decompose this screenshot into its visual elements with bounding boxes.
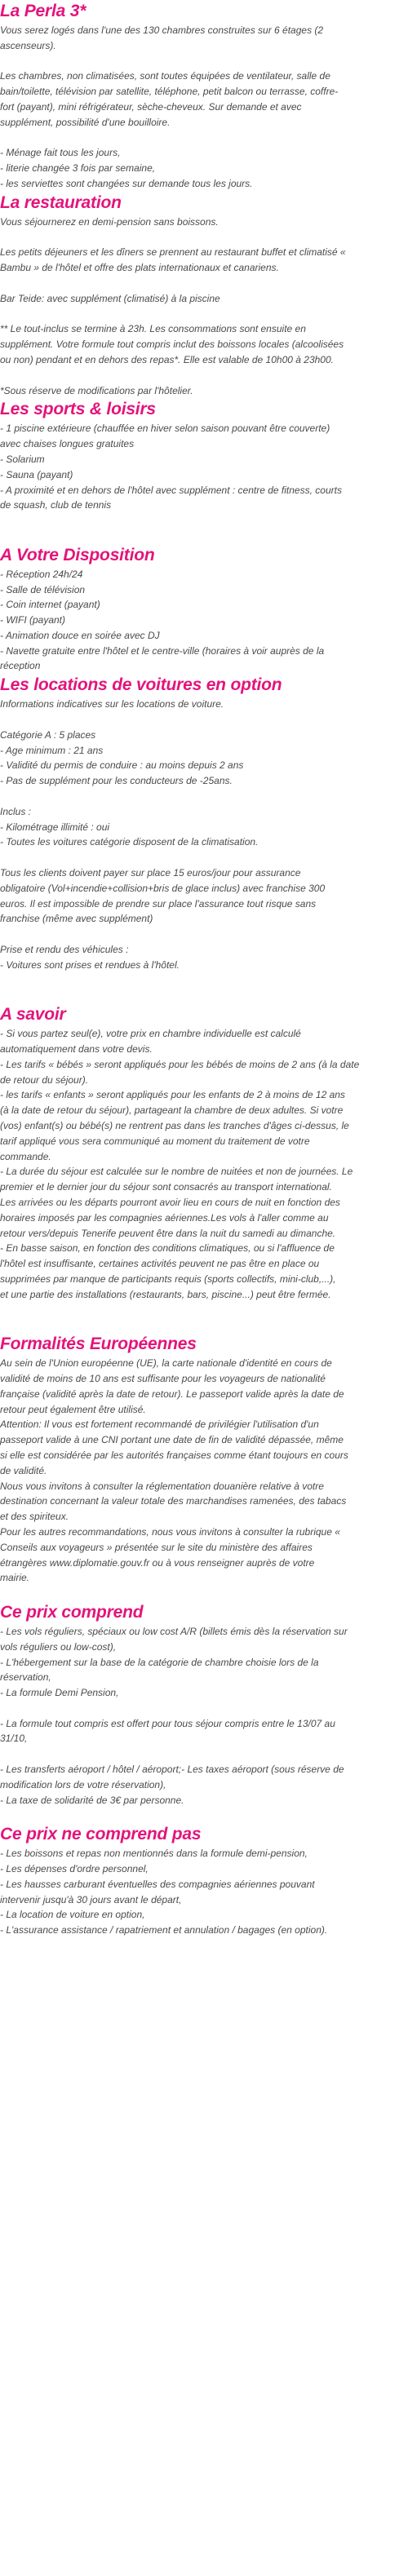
blank-line [0,850,384,865]
text-line: ou non) pendant et en dehors des repas*. Elle est valable de 10h00 à 23h00. [0,353,334,365]
text-line: 31/10, [0,1733,28,1745]
section-body-prix-ne-comprend-pas [0,1846,384,1938]
text-line: - En basse saison, en fonction des conditions climatiques, ou si l'affluence de [0,1242,335,1255]
blank-line [0,988,384,1003]
text-line: Pour les autres recommandations, nous vous invitons à consulter la rubrique « [0,1525,340,1538]
text-line: horaires imposés par les compagnies aériennes.Les vols à l'aller comme au [0,1211,329,1224]
section-body-restauration [0,215,384,399]
text-line: - Age minimum : 21 ans [0,744,104,756]
section-la-perla [0,0,384,192]
blank-line [0,1808,384,1823]
text-line: Attention: Il vous est fortement recommandé de privilégier l'utilisation d'un [0,1419,319,1431]
text-line: obligatoire (Vol+incendie+collision+bris de glace inclus) avec franchise 300 [0,882,326,894]
blank-line [0,1303,384,1318]
section-sports-loisirs [0,398,384,543]
text-line: Tous les clients doivent payer sur place 15 euros/jour pour assurance [0,867,301,879]
text-line: - Les boissons et repas non mentionnés dans la formule demi-pension, [0,1848,308,1860]
text-line: - L'assurance assistance / rapatriement et annulation / bagages (en option). [0,1924,328,1936]
blank-line [0,1317,384,1333]
text-line: supprimées par manque de participants requis (sports collectifs, mini-club,...), [0,1273,336,1285]
blank-line [0,1586,384,1601]
text-line: de retour du séjour). [0,1073,89,1086]
blank-line [0,1746,384,1762]
text-line: premier et le dernier jour du séjour sont consacrés au transport international. [0,1181,332,1193]
text-line: - Les transferts aéroport / hôtel / aéroport;- Les taxes aéroport (sous réserve de [0,1764,344,1776]
text-line: mairie. [0,1572,30,1584]
section-title-sports-loisirs: Les sports & loisirs [0,400,156,419]
blank-line [0,712,384,728]
text-line: - Voitures sont prises et rendues à l'hôtel. [0,958,180,971]
text-line: ** Le tout-inclus se termine à 23h. Les consommations sont ensuite en [0,323,306,335]
section-title-prix-comprend: Ce prix comprend [0,1602,144,1622]
text-line: - Les tarifs « bébés » seront appliqués pour les bébés de moins de 2 ans (à la date [0,1058,360,1070]
text-line: retour vers/depuis Tenerife peuvent être dans la nuit du samedi au dimanche. [0,1227,336,1239]
section-title-la-perla: La Perla 3* [0,2,86,20]
text-line: française (validité après la date de retour). Le passeport valide après la date de [0,1388,344,1400]
text-line: Vous séjournerez en demi-pension sans boissons. [0,215,219,228]
section-body-a-savoir [0,1026,384,1333]
text-line: de squash, club de tennis [0,499,112,511]
text-line: Conseils aux voyageurs » présentée sur le site du ministère des affaires [0,1541,313,1553]
blank-line [0,276,384,291]
text-line: Bambu » de l'hôtel et offre des plats internationaux et canariens. [0,262,279,274]
text-line: supplément. Votre formule tout compris inclut des boissons locales (alcoolisées [0,339,344,351]
text-line: Au sein de l'Union européenne (UE), la carte nationale d'identité en cours de [0,1357,332,1370]
text-line: Inclus : [0,805,32,817]
text-line: Les petits déjeuners et les dîners se prennent au restaurant buffet et climatisé « [0,246,346,259]
blank-line [0,789,384,804]
text-line: supplément, possibilité d'une bouilloire. [0,116,171,128]
text-line: - Navette gratuite entre l'hôtel et le centre-ville (horaires à voir auprès de la [0,644,325,657]
text-line: Informations indicatives sur les locations de voiture. [0,698,224,710]
text-line: - Salle de télévision [0,583,86,595]
text-line: - La location de voiture en option, [0,1909,145,1921]
blank-line [0,973,384,989]
text-line: bain/toilette, télévision par satellite, téléphone, petit balcon ou terrasse, coffre- [0,86,339,98]
text-line: (vos) enfant(s) ou bébé(s) ne rentrent pas dans les tranches d'âges ci-dessus, le [0,1120,349,1131]
text-line: Catégorie A : 5 places [0,728,96,741]
text-line: - La formule tout compris est offert pour tous séjour compris entre le 13/07 au [0,1717,335,1729]
section-title-restauration: La restauration [0,193,122,212]
section-body-disposition [0,567,384,675]
section-prix-comprend [0,1601,384,1823]
section-body-prix-comprend [0,1624,384,1823]
text-line: - Kilométrage illimité : oui [0,821,110,833]
section-title-prix-ne-comprend-pas: Ce prix ne comprend pas [0,1825,202,1844]
text-line: commande. [0,1150,51,1162]
text-line: euros. Il est impossible de prendre sur place l'assurance tout risque sans [0,897,317,910]
blank-line [0,513,384,529]
text-line: réception [0,660,41,672]
blank-line [0,1701,384,1716]
text-line: et une partie des installations (restaurants, bars, piscine...) peut être fermée. [0,1288,331,1300]
text-line: destination concernant la valeur totale des marchandises ramenées, des tabacs [0,1495,347,1507]
blank-line [0,230,384,246]
text-line: validité de moins de 10 ans est suffisante pour les voyageurs de nationalité [0,1372,326,1384]
text-line: - WIFI (payant) [0,614,66,626]
section-body-locations-voitures [0,697,384,1003]
text-line: - L'hébergement sur la base de la catégorie de chambre choisie lors de la [0,1656,319,1668]
text-line: - Sauna (payant) [0,468,73,480]
text-line: - Réception 24h/24 [0,568,83,580]
text-line: avec chaises longues gratuites [0,438,135,450]
text-line: - Solarium [0,453,45,465]
text-line: intervenir jusqu'à 30 jours avant le départ, [0,1893,182,1905]
text-line: Nous vous invitons à consulter la réglementation douanière relative à votre [0,1480,324,1492]
text-line: - 1 piscine extérieure (chauffée en hiver selon saison pouvant être couverte) [0,423,330,435]
blank-line [0,131,384,146]
text-line: et des spiriteux. [0,1511,69,1523]
text-line: - Si vous partez seul(e), votre prix en chambre individuelle est calculé [0,1028,301,1040]
text-line: ascenseurs). [0,39,56,51]
section-a-savoir [0,1003,384,1333]
text-line: - les serviettes sont changées sur demande tous les jours. [0,177,253,189]
text-line: tarif appliqué vous sera communiqué au moment du traitement de votre [0,1135,310,1147]
text-line: fort (payant), mini réfrigérateur, sèche-cheveux. Sur demande et avec [0,100,302,113]
text-line: modification lors de votre réservation), [0,1778,166,1790]
section-title-a-savoir: A savoir [0,1005,66,1025]
text-line: - les tarifs « enfants » seront appliqués pour les enfants de 2 à moins de 12 ans [0,1089,345,1101]
text-line: - Pas de supplément pour les conducteurs de -25ans. [0,775,233,787]
text-line: l'hôtel est insuffisante, certaines activités peuvent ne pas être en place ou [0,1258,320,1270]
section-body-sports-loisirs [0,421,384,543]
text-line: étrangères www.diplomatie.gouv.fr ou à vous renseigner auprès de votre [0,1556,315,1569]
text-line: Les chambres, non climatisées, sont toutes équipées de ventilateur, salle de [0,70,330,82]
text-line: - Les hausses carburant éventuelles des compagnies aériennes pouvant [0,1878,315,1890]
text-line: - literie changée 3 fois par semaine, [0,162,156,175]
section-restauration [0,192,384,399]
text-line: - La formule Demi Pension, [0,1687,119,1699]
section-body-formalites [0,1356,384,1601]
blank-line [0,927,384,942]
text-line: réservation, [0,1671,51,1684]
text-line: *Sous réserve de modifications par l'hôtelier. [0,384,193,396]
text-line: franchise (même avec supplément) [0,913,153,925]
blank-line [0,307,384,322]
blank-line [0,368,384,383]
text-line: - Les vols réguliers, spéciaux ou low cost A/R (billets émis dès la réservation sur [0,1625,348,1637]
text-line: vols réguliers ou low-cost), [0,1640,117,1653]
text-line: - Ménage fait tous les jours, [0,147,121,159]
section-title-disposition: A Votre Disposition [0,545,155,564]
text-line: - La taxe de solidarité de 3€ par personne. [0,1794,184,1806]
text-line: Vous serez logés dans l'une des 130 chambres construites sur 6 étages (2 [0,24,324,36]
text-line: Les arrivées ou les départs pourront avoir lieu en cours de nuit en fonction des [0,1196,340,1208]
text-line: automatiquement dans votre devis. [0,1043,153,1056]
text-line: Prise et rendu des véhicules : [0,944,129,956]
section-title-formalites: Formalités Européennes [0,1334,197,1354]
section-title-locations-voitures: Les locations de voitures en option [0,675,282,695]
text-line: - Toutes les voitures catégorie disposent de la climatisation. [0,836,259,848]
section-locations-voitures [0,674,384,1003]
blank-line [0,54,384,69]
section-disposition [0,544,384,675]
text-line: - Animation douce en soirée avec DJ [0,629,160,641]
text-line: - Coin internet (payant) [0,599,100,611]
text-line: de validité. [0,1464,47,1476]
text-line: - Les dépenses d'ordre personnel, [0,1863,149,1875]
text-line: - La durée du séjour est calculée sur le nombre de nuitées et non de journées. Le [0,1166,353,1178]
text-line: - Validité du permis de conduire : au moins depuis 2 ans [0,759,244,772]
text-line: - A proximité et en dehors de l'hôtel avec supplément : centre de fitness, courts [0,484,342,496]
text-line: retour peut également être utilisé. [0,1403,146,1415]
text-line: si elle est considérée par les autorités françaises comme étant toujours en cours [0,1449,348,1461]
section-body-la-perla [0,23,384,192]
text-line: passeport valide à une CNI portant une date de fin de validité dépassée, même [0,1434,344,1446]
text-line: (à la date de retour du séjour), partageant la chambre de deux adultes. Si votre [0,1104,344,1117]
blank-line [0,529,384,544]
section-formalites [0,1333,384,1601]
text-line: Bar Teide: avec supplément (climatisé) à la piscine [0,292,220,304]
section-prix-ne-comprend-pas [0,1823,384,1938]
